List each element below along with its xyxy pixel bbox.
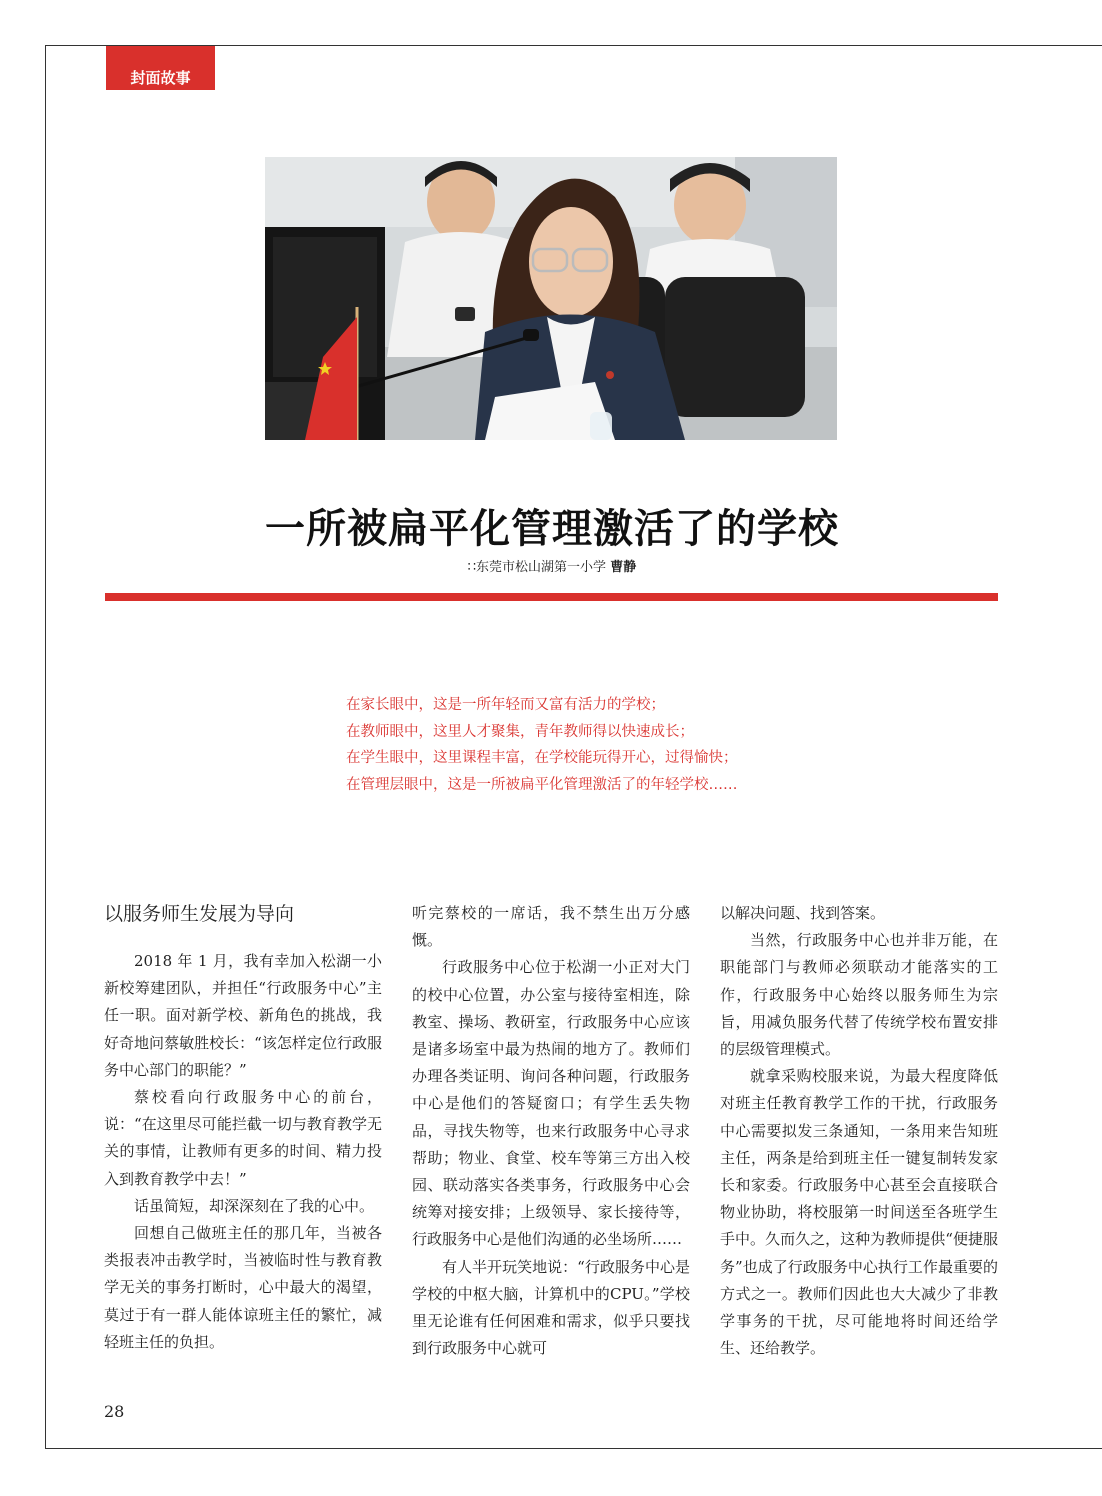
page-frame-left [45, 45, 46, 1448]
title-divider [105, 593, 998, 601]
article-headline: 一所被扁平化管理激活了的学校 [265, 506, 839, 552]
paragraph: 蔡校看向行政服务中心的前台，说：“在这里尽可能拦截一切与教育教学无关的事情，让教师有更多的时间、精力投入到教育教学中去！” [104, 1088, 382, 1188]
paragraph: 听完蔡校的一席话，我不禁生出万分感慨。 [412, 904, 690, 950]
meeting-photo-illustration [265, 157, 837, 440]
article-column-1 [104, 900, 382, 1356]
paragraph: 就拿采购校服来说，为最大程度降低对班主任教育教学工作的干扰，行政服务中心需要拟发三条通知，一条用来告知班主任，两条是给到班主任一键复制转发家长和家委。行政服务中心甚至会直接联合物业协助，将校服第一时间送至各班学生手中。久而久之，这种为教师提供“便捷服务”也成了行政服务中心执行工作最重要的方式之一。教师们因此也大大减少了非教学事务的干扰，尽可能地将时间还给学生、还给教学。 [720, 1067, 998, 1358]
article-column-2 [412, 900, 690, 1362]
intro-line: 在学生眼中，这里课程丰富，在学校能玩得开心，过得愉快； [346, 750, 738, 766]
byline-author: 曹静 [610, 560, 637, 575]
paragraph: 有人半开玩笑地说：“行政服务中心是学校的中枢大脑，计算机中的CPU。”学校里无论谁有任何困难和需求，似乎只要找到行政服务中心就可 [412, 1257, 690, 1358]
paragraph: 当然，行政服务中心也并非万能，在职能部门与教师必须联动才能落实的工作，行政服务中心始终以服务师生为宗旨，用减负服务代替了传统学校布置安排的层级管理模式。 [720, 931, 998, 1059]
intro-line: 在管理层眼中，这是一所被扁平化管理激活了的年轻学校…… [346, 776, 738, 793]
intro-line: 在教师眼中，这里人才聚集，青年教师得以快速成长； [346, 723, 694, 740]
byline-org: 东莞市松山湖第一小学 [476, 560, 607, 575]
paragraph: 行政服务中心位于松湖一小正对大门的校中心位置，办公室与接待室相连，除教室、操场、教研室，行政服务中心应该是诸多场室中最为热闹的地方了。教师们办理各类证明、询问各种问题，行政服务中心是他们的答疑窗口；有学生丢失物品，寻找失物等，也来行政服务中心寻求帮助；物业、食堂、校车等第三方出入校园、联动落实各类事务，行政服务中心会统筹对接安排；上级领导、家长接待等，行政服务中心是他们沟通的必坐场所…… [412, 958, 690, 1249]
paragraph: 话虽简短，却深深刻在了我的心中。 [134, 1196, 375, 1215]
page-frame-bottom [45, 1448, 1102, 1449]
intro-line: 在家长眼中，这是一所年轻而又富有活力的学校； [346, 697, 665, 713]
paragraph: 2018 年 1 月，我有幸加入松湖一小新校筹建团队，并担任“行政服务中心”主任一职。面对新学校、新角色的挑战，我好奇地问蔡敏胜校长：“该怎样定位行政服务中心部门的职能？” [104, 952, 382, 1079]
byline-prefix: ∷ [467, 560, 477, 575]
intro-lines [346, 692, 846, 798]
section-tab-label: 封面故事 [130, 69, 191, 87]
cover-photo [265, 157, 837, 440]
paragraph: 回想自己做班主任的那几年，当被各类报表冲击教学时，当被临时性与教育教学无关的事务打断时，心中最大的渴望，莫过于有一群人能体谅班主任的繁忙，减轻班主任的负担。 [104, 1224, 382, 1351]
byline [106, 556, 998, 575]
paragraph: 以解决问题、找到答案。 [720, 904, 886, 922]
article-column-3 [720, 900, 998, 1362]
page-number: 28 [104, 1402, 125, 1421]
section-heading: 以服务师生发展为导向 [104, 903, 295, 925]
section-tab [106, 46, 215, 90]
